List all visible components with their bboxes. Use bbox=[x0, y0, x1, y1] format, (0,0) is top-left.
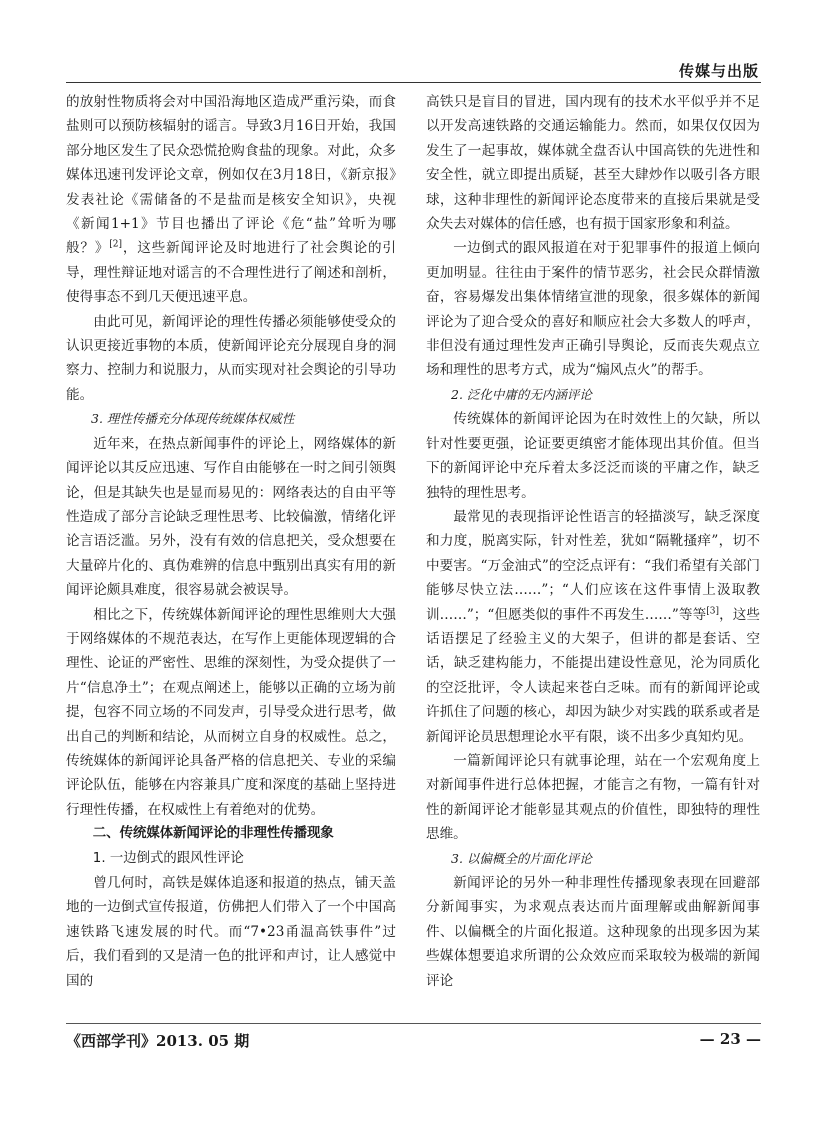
paragraph bbox=[66, 90, 396, 310]
paragraph bbox=[426, 407, 760, 505]
paragraph bbox=[426, 236, 760, 382]
section-title: 传媒与出版 bbox=[678, 62, 759, 80]
paragraph-text: 一篇新闻评论只有就事论理，站在一个宏观角度上对新闻事件进行总体把握，才能言之有物，一篇有针对性的新闻评论才能彰显其观点的价值性，即独特的理性思维。 bbox=[426, 752, 760, 843]
paragraph-text: 新闻评论的另外一种非理性传播现象表现在回避部分新闻事实，为求观点表达而片面理解或曲解新闻事件、以偏概全的片面化报道。这种现象的出现多因为某些媒体想要追求所谓的公众效应而采取较为极端的新闻评论 bbox=[426, 875, 760, 989]
paragraph-text: 1. 一边倒式的跟风性评论 bbox=[92, 850, 244, 866]
citation-mark: [2] bbox=[109, 239, 123, 250]
subheading bbox=[66, 847, 396, 871]
footer-rule bbox=[66, 1023, 761, 1024]
paragraph-text: 二、传统媒体新闻评论的非理性传播现象 bbox=[92, 826, 334, 842]
paragraph-text: ，这些话语摆足了经验主义的大架子，但讲的都是套话、空话，缺乏建构能力，不能提出建设性意见，沦为同质化的空泛批评，令人读起来苍白乏味。而有的新闻评论或许抓住了问题的核心，却因为缺少对实践的联系或者是新闻评论员思想理论水平有限，谈不出多少真知灼见。 bbox=[426, 606, 760, 745]
subheading bbox=[426, 847, 760, 871]
paragraph-text: ，这些新闻评论及时地进行了社会舆论的引导，理性辩证地对谣言的不合理性进行了阐述和剖析，使得事态不到几天便迅速平息。 bbox=[66, 240, 397, 306]
right-column bbox=[426, 90, 760, 993]
citation-mark: [3] bbox=[706, 606, 719, 616]
paragraph-text: 一边倒式的跟风报道在对于犯罪事件的报道上倾向更加明显。往往由于案件的情节恶劣，社会民众群情激奋，容易爆发出集体情绪宣泄的现象，很多媒体的新闻评论为了迎合受众的喜好和顺应社会大多数人的呼声，非但没有通过理性发声正确引导舆论，反而丧失观点立场和理性的思考方式，成为“煽风点火”的帮手。 bbox=[426, 240, 760, 379]
paragraph bbox=[426, 749, 760, 847]
left-column bbox=[66, 90, 396, 993]
paragraph-text: 高铁只是盲目的冒进，国内现有的技术水平似乎并不足以开发高速铁路的交通运输能力。然而，如果仅仅因为发生了一起事故，媒体就全盘否认中国高铁的先进性和安全性，就立即提出质疑，甚至大肆炒作以吸引各方眼球，这种非理性的新闻评论态度带来的直接后果就是受众失去对媒体的信任感，也有损于国家形象和利益。 bbox=[426, 94, 760, 233]
subheading bbox=[66, 407, 396, 431]
page-number: — 23 — bbox=[699, 1030, 761, 1048]
paragraph-text: 3. 理性传播充分体现传统媒体权威性 bbox=[91, 411, 295, 427]
paragraph-text: 传统媒体的新闻评论因为在时效性上的欠缺，所以针对性要更强，论证要更缜密才能体现出其价值。但当下的新闻评论中充斥着太多泛泛而谈的平庸之作，缺乏独特的理性思考。 bbox=[426, 411, 760, 501]
paragraph-text: 近年来，在热点新闻事件的评论上，网络媒体的新闻评论以其反应迅速、写作自由能够在一时之间引领舆论，但是其缺失也是显而易见的：网络表达的自由平等性造成了部分言论缺乏理性思考、比较偏激，情绪化评论言语泛滥。另外，没有有效的信息把关，受众想要在大量碎片化的、真伪难辨的信息中甄别出真实有用的新闻评论颇具难度，很容易就会被误导。 bbox=[66, 435, 396, 599]
paragraph bbox=[426, 505, 760, 749]
journal-name: 《西部学刊》2013. 05 期 bbox=[66, 1032, 250, 1050]
paragraph bbox=[66, 871, 396, 993]
paragraph-text: 的放射性物质将会对中国沿海地区造成严重污染，而食盐则可以预防核辐射的谣言。导致3月16日开始，我国部分地区发生了民众恐慌抢购食盐的现象。对此，众多媒体迅速刊发评论文章，例如仅在3月18日，《新京报》发表社论《需储备的不是盐而是核安全知识》，央视《新闻1+1》节目也播出了评论《危“盐”耸听为哪般？》 bbox=[66, 94, 396, 257]
paragraph-text: 3. 以偏概全的片面化评论 bbox=[451, 850, 592, 866]
subheading bbox=[426, 383, 760, 407]
header-rule bbox=[66, 82, 761, 83]
paragraph-text: 相比之下，传统媒体新闻评论的理性思维则大大强于网络媒体的不规范表达，在写作上更能体现逻辑的合理性、论证的严密性、思维的深刻性，为受众提供了一片“信息净土”；在观点阐述上，能够以正确的立场为前提，包容不同立场的不同发声，引导受众进行思考，做出自己的判断和结论，从而树立自身的权威性。总之，传统媒体的新闻评论具备严格的信息把关、专业的采编评论队伍，能够在内容兼具广度和深度的基础上坚持进行理性传播，在权威性上有着绝对的优势。 bbox=[66, 606, 396, 818]
section-heading bbox=[66, 822, 396, 846]
paragraph bbox=[66, 603, 396, 823]
paragraph-text: 2. 泛化中庸的无内涵评论 bbox=[451, 386, 592, 402]
paragraph-text: 由此可见，新闻评论的理性传播必须能够使受众的认识更接近事物的本质，使新闻评论充分展现自身的洞察力、控制力和说服力，从而实现对社会舆论的引导功能。 bbox=[66, 313, 396, 403]
paragraph bbox=[426, 90, 760, 236]
paragraph bbox=[426, 871, 760, 993]
paragraph-text: 最常见的表现指评论性语言的轻描淡写，缺乏深度和力度，脱离实际，针对性差，犹如“隔靴搔痒”，切不中要害。“万金油式”的空泛点评有：“我们希望有关部门能够尽快立法……”；“人们应该在这件事情上汲取教训……”；“但愿类似的事件不再发生……”等等 bbox=[426, 508, 760, 623]
paragraph-text: 曾几何时，高铁是媒体追逐和报道的热点，铺天盖地的一边倒式宣传报道，仿佛把人们带入了一个中国高速铁路飞速发展的时代。而“7•23甬温高铁事件”过后，我们看到的又是清一色的批评和声讨，让人感觉中国的 bbox=[66, 875, 396, 989]
paragraph bbox=[66, 432, 396, 603]
paragraph bbox=[66, 310, 396, 408]
